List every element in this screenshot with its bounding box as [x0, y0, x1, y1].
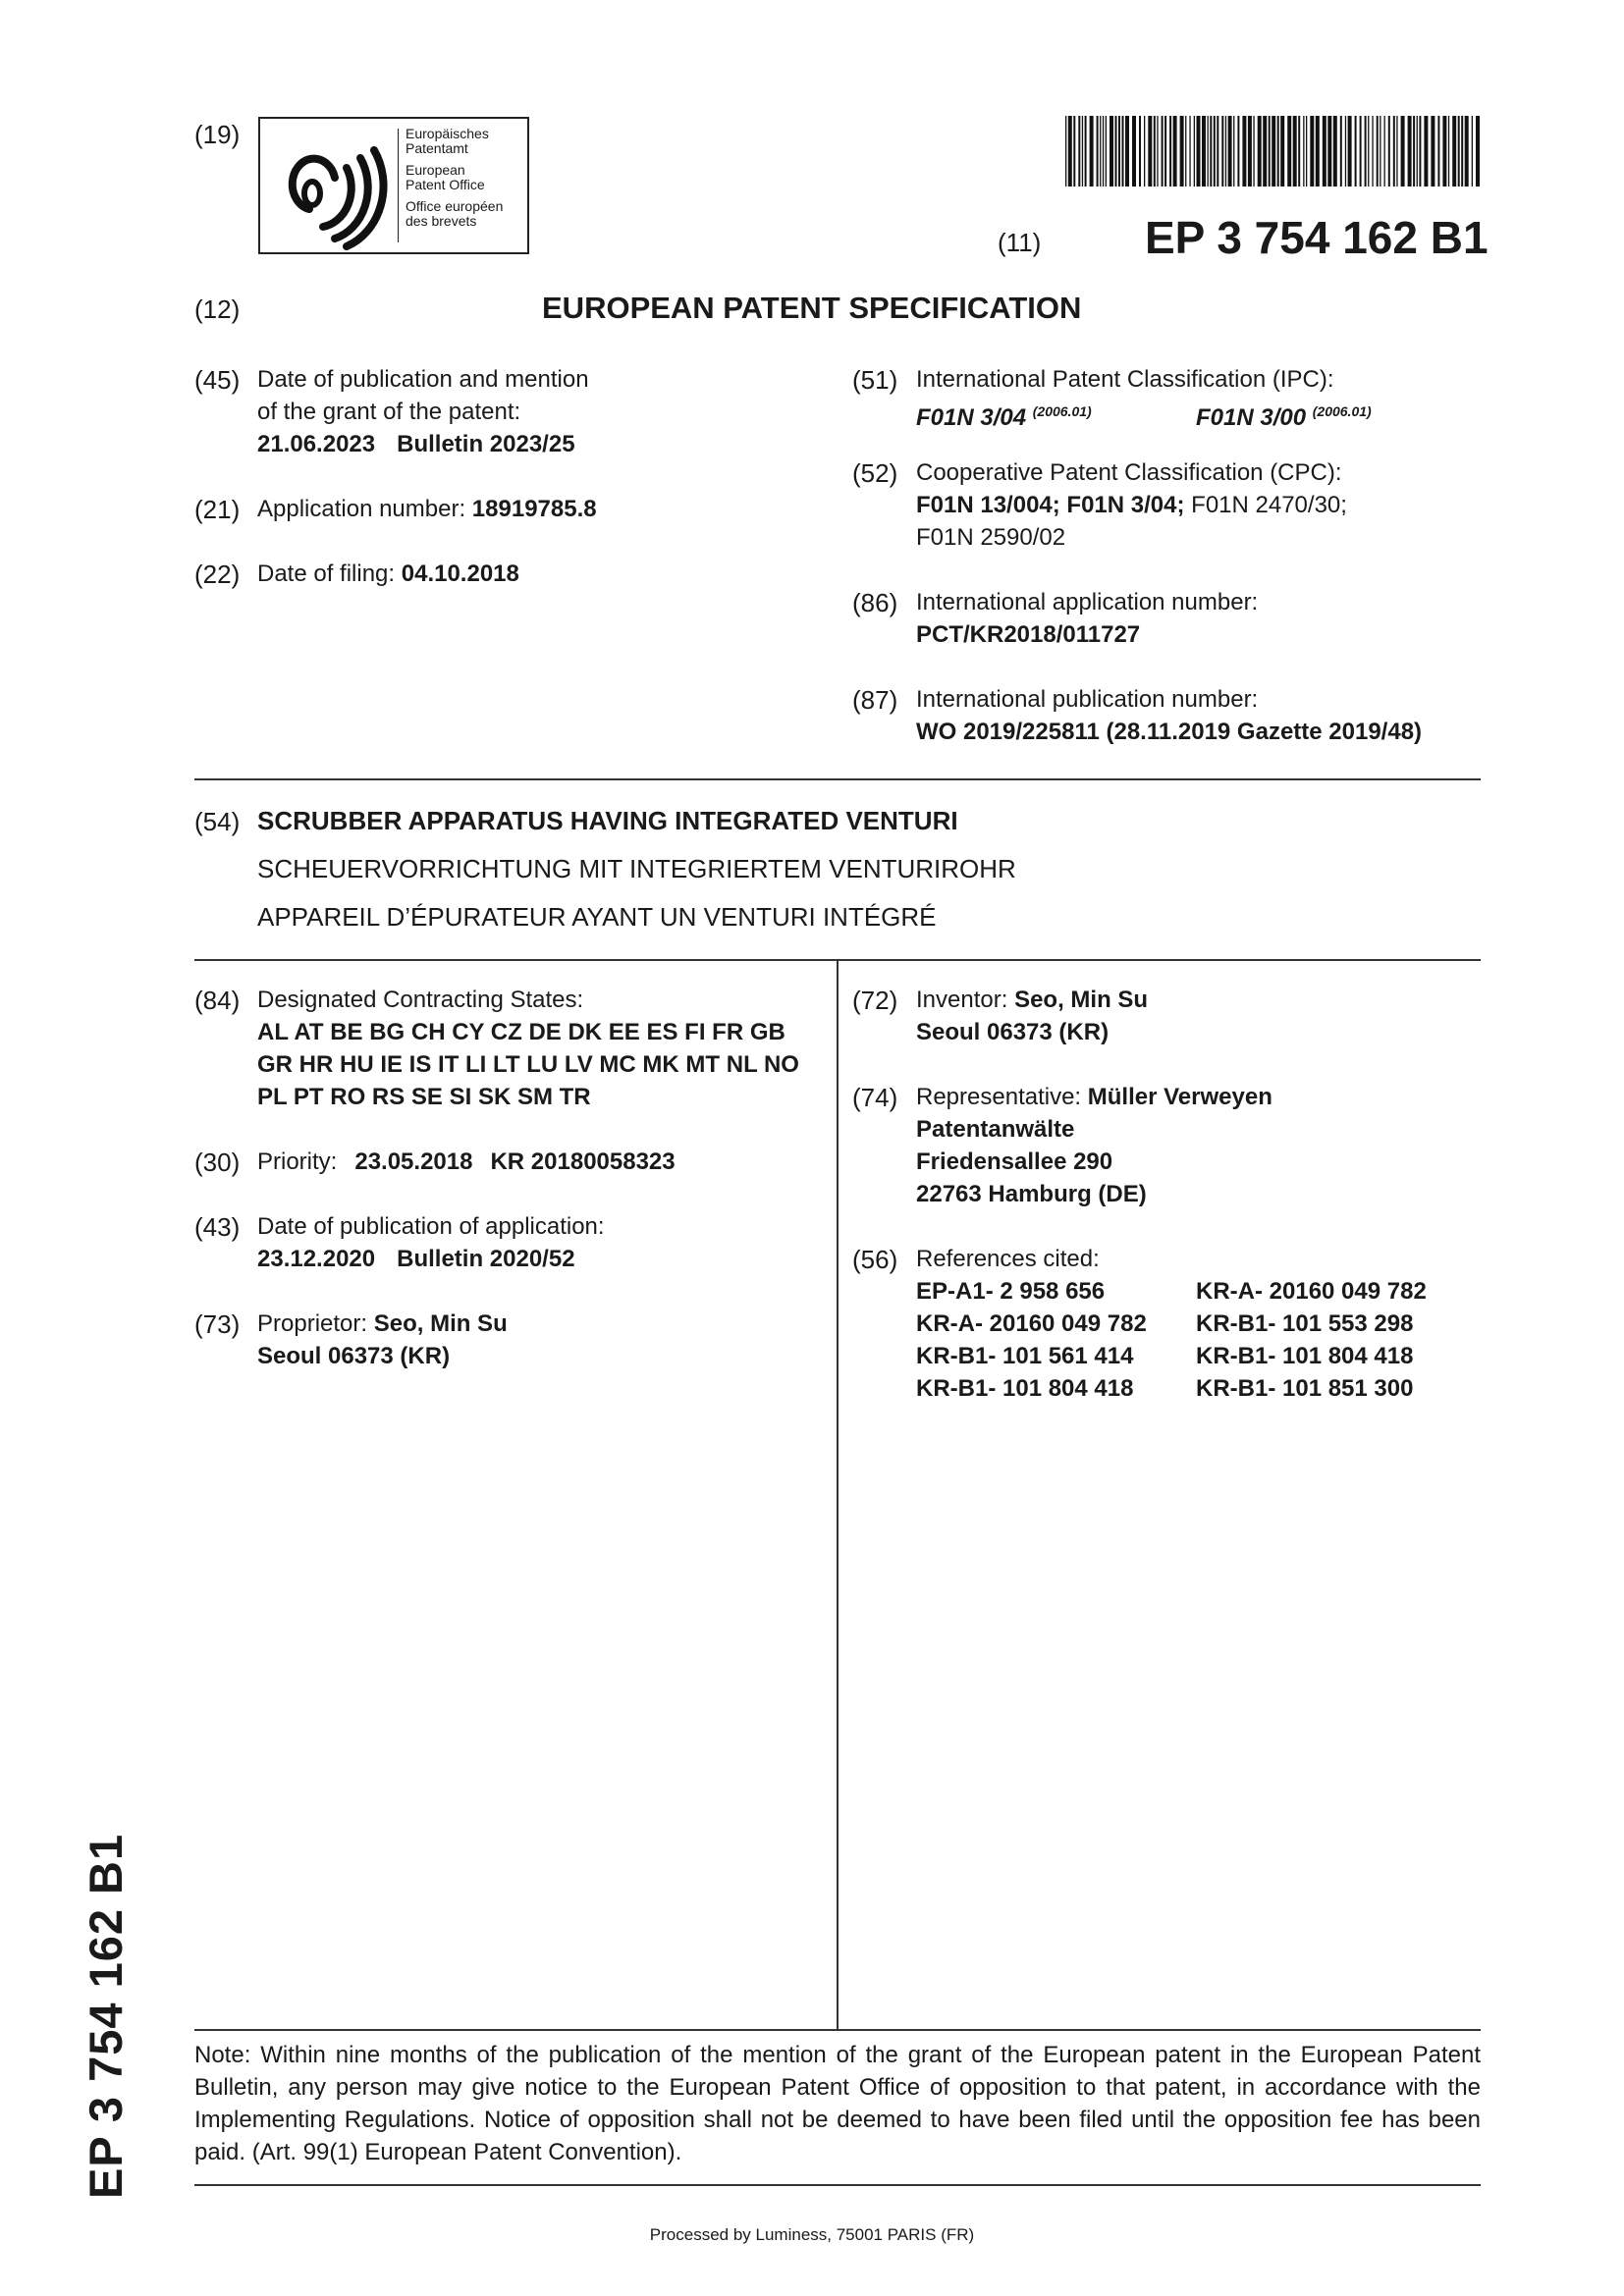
proprietor-address: Seoul 06373 (KR)	[257, 1343, 451, 1369]
barcode-bar	[1368, 116, 1369, 187]
divider-4	[194, 2184, 1481, 2186]
barcode-bar	[1269, 116, 1271, 187]
barcode-bar	[1306, 116, 1307, 187]
barcode-bar	[1162, 116, 1164, 187]
barcode-bar	[1396, 116, 1397, 187]
barcode-bar	[1365, 116, 1367, 187]
barcode-bar	[1263, 116, 1267, 187]
barcode-bar	[1437, 116, 1439, 187]
barcode-bar	[1122, 116, 1124, 187]
priority-label: Priority:	[257, 1148, 338, 1175]
app-publication-bulletin: Bulletin 2020/52	[397, 1246, 575, 1272]
filing-date-value: 04.10.2018	[401, 561, 519, 587]
code-30: (30)	[194, 1148, 241, 1177]
barcode-bar	[1461, 116, 1463, 187]
barcode-bar	[1393, 116, 1395, 187]
representative-line-2: Patentanwälte	[916, 1116, 1075, 1143]
barcode-bar	[1097, 116, 1099, 187]
grant-date-value	[257, 428, 575, 460]
contracting-states-line-1: AL AT BE BG CH CY CZ DE DK EE ES FI FR GB	[257, 1019, 785, 1045]
barcode-bar	[1073, 116, 1075, 187]
filing-date	[257, 558, 519, 590]
ipc-class-1-version: (2006.01)	[1032, 403, 1092, 419]
barcode-bar	[1106, 116, 1107, 187]
publication-number: EP 3 754 162 B1	[1145, 212, 1489, 263]
barcode-bar	[1310, 116, 1314, 187]
barcode-bar	[1401, 116, 1405, 187]
reference-col1-3: KR-B1- 101 561 414	[916, 1343, 1134, 1369]
barcode-bar	[1277, 116, 1279, 187]
office-name-de-2: Patentamt	[406, 140, 468, 156]
representative-line-4: 22763 Hamburg (DE)	[916, 1181, 1147, 1207]
barcode-bar	[1221, 116, 1223, 187]
ipc-class-1	[916, 396, 1092, 434]
proprietor-name: Seo, Min Su	[373, 1310, 508, 1337]
barcode-bar	[1298, 116, 1300, 187]
contracting-states-line-3: PL PT RO RS SE SI SK SM TR	[257, 1084, 591, 1110]
barcode-bar	[1237, 116, 1239, 187]
code-73: (73)	[194, 1309, 241, 1339]
barcode-bar	[1139, 116, 1141, 187]
barcode-bar	[1125, 116, 1129, 187]
barcode-bar	[1185, 116, 1186, 187]
barcode-bar	[1082, 116, 1083, 187]
code-52: (52)	[852, 458, 898, 488]
barcode-bar	[1065, 116, 1066, 187]
intl-publication-label: International publication number:	[916, 686, 1259, 713]
barcode-bar	[1333, 116, 1337, 187]
barcode-bar	[1303, 116, 1304, 187]
reference-col1-4: KR-B1- 101 804 418	[916, 1375, 1134, 1402]
code-72: (72)	[852, 986, 898, 1015]
code-22: (22)	[194, 560, 241, 589]
code-45: (45)	[194, 365, 241, 395]
code-84: (84)	[194, 986, 241, 1015]
intl-application-label: International application number:	[916, 589, 1259, 615]
barcode-bar	[1272, 116, 1275, 187]
barcode-bar	[1348, 116, 1352, 187]
proprietor	[257, 1308, 508, 1340]
barcode-bar	[1424, 116, 1428, 187]
representative-line-3: Friedensallee 290	[916, 1148, 1113, 1175]
divider-3	[194, 2029, 1481, 2031]
barcode-bar	[1197, 116, 1201, 187]
barcode-bar	[1228, 116, 1232, 187]
side-publication-number: EP 3 754 162 B1	[80, 1833, 132, 2199]
divider-1	[194, 778, 1481, 780]
cpc-classes	[916, 489, 1347, 521]
barcode-bar	[1208, 116, 1209, 187]
barcode-bar	[1476, 116, 1480, 187]
barcode-bar	[1118, 116, 1120, 187]
barcode-bar	[1253, 116, 1254, 187]
cpc-classes-additional: F01N 2470/30;	[1184, 492, 1347, 518]
code-86: (86)	[852, 588, 898, 617]
grant-date: 21.06.2023	[257, 431, 376, 457]
title-german: SCHEUERVORRICHTUNG MIT INTEGRIERTEM VENTURIROHR	[257, 854, 1016, 883]
barcode-bar	[1214, 116, 1216, 187]
grant-date-label-1: Date of publication and mention	[257, 366, 589, 393]
office-name-fr-1: Office européen	[406, 198, 504, 214]
ipc-label: International Patent Classification (IPC):	[916, 366, 1334, 393]
application-number	[257, 493, 597, 525]
application-number-value: 18919785.8	[471, 496, 597, 522]
cpc-classes-line-2: F01N 2590/02	[916, 524, 1066, 551]
barcode-bar	[1144, 116, 1145, 187]
barcode-bar	[1472, 116, 1473, 187]
reference-col2-4: KR-B1- 101 851 300	[1196, 1375, 1414, 1402]
barcode-bar	[1157, 116, 1158, 187]
barcode-bar	[1280, 116, 1284, 187]
proprietor-label: Proprietor:	[257, 1310, 374, 1337]
office-name-en-2: Patent Office	[406, 177, 485, 192]
app-publication-value	[257, 1243, 575, 1275]
barcode-bar	[1384, 116, 1385, 187]
inventor-label: Inventor:	[916, 987, 1015, 1013]
code-87: (87)	[852, 685, 898, 715]
barcode-bar	[1372, 116, 1373, 187]
code-54: (54)	[194, 807, 241, 836]
epo-swirl-icon	[266, 119, 394, 252]
barcode-bar	[1340, 116, 1342, 187]
barcode	[1065, 116, 1480, 187]
barcode-bar	[1210, 116, 1212, 187]
barcode-bar	[1180, 116, 1184, 187]
barcode-bar	[1103, 116, 1104, 187]
application-number-label: Application number:	[257, 496, 472, 522]
code-74: (74)	[852, 1083, 898, 1112]
intl-publication-number: WO 2019/225811 (28.11.2019 Gazette 2019/48)	[916, 719, 1423, 745]
priority	[257, 1146, 676, 1178]
inventor-name: Seo, Min Su	[1014, 987, 1149, 1013]
inventor-address: Seoul 06373 (KR)	[916, 1019, 1110, 1045]
barcode-bar	[1327, 116, 1331, 187]
grant-date-label-2: of the grant of the patent:	[257, 399, 521, 425]
barcode-bar	[1173, 116, 1177, 187]
barcode-bar	[1287, 116, 1291, 187]
document-type-title: EUROPEAN PATENT SPECIFICATION	[542, 291, 1082, 325]
barcode-bar	[1360, 116, 1362, 187]
reference-col2-3: KR-B1- 101 804 418	[1196, 1343, 1414, 1369]
barcode-bar	[1452, 116, 1456, 187]
barcode-bar	[1169, 116, 1171, 187]
barcode-bar	[1248, 116, 1252, 187]
barcode-bar	[1431, 116, 1435, 187]
reference-col2-1: KR-A- 20160 049 782	[1196, 1278, 1427, 1305]
barcode-bar	[1345, 116, 1346, 187]
barcode-bar	[1078, 116, 1080, 187]
barcode-bar	[1242, 116, 1246, 187]
barcode-bar	[1090, 116, 1094, 187]
barcode-bar	[1442, 116, 1446, 187]
representative	[916, 1081, 1272, 1113]
code-51: (51)	[852, 365, 898, 395]
title-french: APPAREIL D’ÉPURATEUR AYANT UN VENTURI INTÉGRÉ	[257, 902, 937, 932]
barcode-bar	[1323, 116, 1326, 187]
opposition-note: Note: Within nine months of the publication of the mention of the grant of the European patent in the European Patent Bulletin, any person may give notice to the European Patent Office of opposition to that patent, in accordance with the Implementing Regulations. Notice of opposition shall not be deemed to have been filed until the opposition fee has been paid. (Art. 99(1) European Patent Convention).	[194, 2042, 1481, 2165]
barcode-bar	[1110, 116, 1113, 187]
cpc-classes-main: F01N 13/004; F01N 3/04;	[916, 492, 1185, 518]
barcode-bar	[1115, 116, 1117, 187]
barcode-bar	[1448, 116, 1449, 187]
barcode-bar	[1233, 116, 1234, 187]
representative-name: Müller Verweyen	[1087, 1084, 1272, 1110]
code-56: (56)	[852, 1245, 898, 1274]
priority-date: 23.05.2018	[354, 1148, 473, 1175]
barcode-bar	[1388, 116, 1390, 187]
epo-logo	[258, 117, 529, 254]
reference-col1-1: EP-A1- 2 958 656	[916, 1278, 1106, 1305]
barcode-bar	[1413, 116, 1415, 187]
contracting-states-line-2: GR HR HU IE IS IT LI LT LU LV MC MK MT NL NO	[257, 1051, 799, 1078]
barcode-bar	[1377, 116, 1379, 187]
grant-bulletin: Bulletin 2023/25	[397, 431, 575, 457]
barcode-bar	[1132, 116, 1136, 187]
code-21: (21)	[194, 495, 241, 524]
references-label: References cited:	[916, 1246, 1100, 1272]
barcode-bar	[1408, 116, 1412, 187]
barcode-bar	[1465, 116, 1469, 187]
cpc-label: Cooperative Patent Classification (CPC):	[916, 459, 1342, 486]
representative-label: Representative:	[916, 1084, 1088, 1110]
office-name-fr-2: des brevets	[406, 213, 477, 229]
office-name-de-1: Europäisches	[406, 126, 489, 141]
code-12: (12)	[194, 294, 241, 324]
barcode-bar	[1355, 116, 1357, 187]
barcode-bar	[1258, 116, 1262, 187]
column-divider	[837, 959, 839, 2029]
barcode-bar	[1148, 116, 1152, 187]
barcode-bar	[1189, 116, 1190, 187]
code-11: (11)	[998, 228, 1042, 257]
code-43: (43)	[194, 1212, 241, 1242]
inventor	[916, 984, 1148, 1016]
intl-application-number: PCT/KR2018/011727	[916, 621, 1141, 648]
barcode-bar	[1085, 116, 1087, 187]
barcode-bar	[1154, 116, 1156, 187]
code-19: (19)	[194, 120, 241, 149]
barcode-bar	[1225, 116, 1226, 187]
ipc-class-2	[1196, 396, 1372, 434]
contracting-states-label: Designated Contracting States:	[257, 987, 584, 1013]
barcode-bar	[1217, 116, 1218, 187]
app-publication-date: 23.12.2020	[257, 1246, 376, 1272]
ipc-class-2-version: (2006.01)	[1312, 403, 1372, 419]
priority-application: KR 20180058323	[490, 1148, 676, 1175]
app-publication-label: Date of publication of application:	[257, 1213, 605, 1240]
barcode-bar	[1417, 116, 1418, 187]
office-name-en-1: European	[406, 162, 465, 178]
barcode-bar	[1316, 116, 1320, 187]
barcode-bar	[1458, 116, 1460, 187]
filing-date-label: Date of filing:	[257, 561, 402, 587]
processed-by-footer: Processed by Luminess, 75001 PARIS (FR)	[649, 2225, 975, 2244]
title-english: SCRUBBER APPARATUS HAVING INTEGRATED VENTURI	[257, 806, 958, 835]
barcode-bar	[1068, 116, 1072, 187]
reference-col2-2: KR-B1- 101 553 298	[1196, 1310, 1414, 1337]
ipc-class-1-code: F01N 3/04	[916, 404, 1027, 431]
barcode-bar	[1100, 116, 1101, 187]
barcode-bar	[1293, 116, 1297, 187]
ipc-class-2-code: F01N 3/00	[1196, 404, 1307, 431]
barcode-bar	[1202, 116, 1206, 187]
reference-col1-2: KR-A- 20160 049 782	[916, 1310, 1147, 1337]
barcode-bar	[1419, 116, 1421, 187]
barcode-bar	[1194, 116, 1195, 187]
barcode-bar	[1164, 116, 1166, 187]
